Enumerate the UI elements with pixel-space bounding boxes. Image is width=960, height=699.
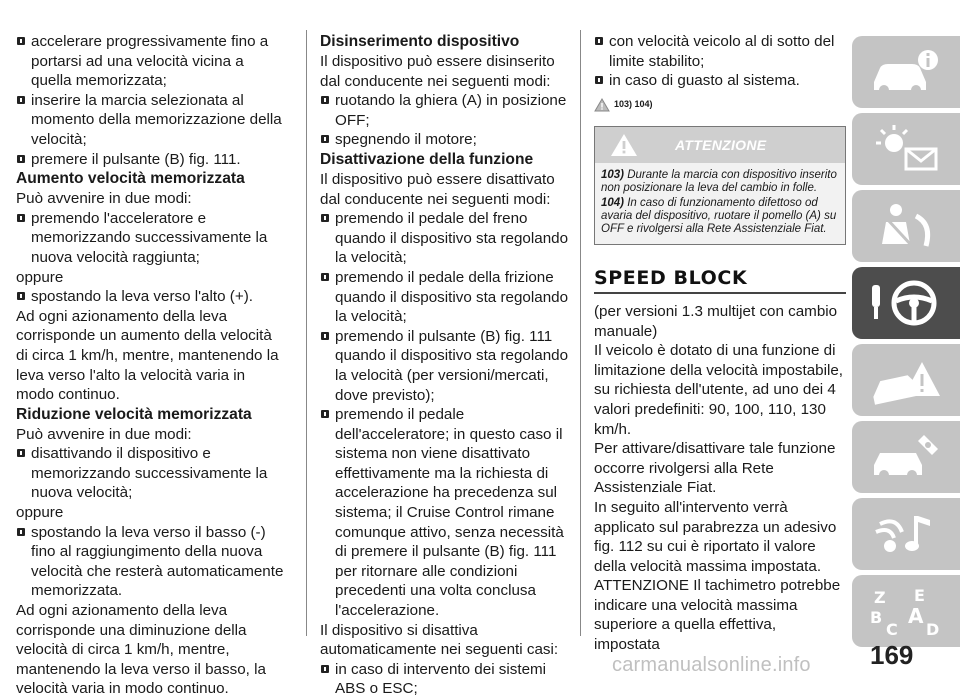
paragraph: ATTENZIONE Il tachimetro potrebbe indicare una velocità massima superiore a quella effettiva, impostata [594, 577, 841, 654]
warning-triangle-icon [609, 132, 639, 158]
warning-triangle-icon [594, 98, 610, 112]
warning-box [594, 126, 846, 245]
paragraph: Può avvenire in due modi: [16, 190, 192, 208]
paragraph: Il dispositivo può essere disattivato dal conducente nei seguenti modi: [320, 170, 555, 208]
index-letter: B [870, 608, 883, 627]
warning-text: Durante la marcia con dispositivo inserito non posizionare la leva del cambio in folle. [601, 169, 837, 195]
warning-number: 104) [601, 197, 625, 210]
index-letter: Z [874, 588, 886, 607]
list-item: accelerare progressivamente fino a portarsi ad una velocità vicina a quella memorizzata; [16, 32, 286, 91]
paragraph: oppure [16, 504, 64, 522]
index-letter: A [908, 604, 924, 628]
paragraph: Può avvenire in due modi: [16, 425, 192, 443]
warning-body [595, 163, 845, 244]
multimedia-icon [866, 506, 946, 562]
list-item: premendo il pedale della frizione quando il dispositivo sta regolando la velocità; [320, 268, 570, 327]
paragraph: In seguito all'intervento verrà applicato sul parabrezza un adesivo fig. 112 su cui è riportato il valore della velocità massima impostata. [594, 498, 837, 575]
driving-icon [866, 275, 946, 331]
paragraph: Il dispositivo può essere disinserito dal conducente nei seguenti modi: [320, 53, 555, 90]
warning-references [594, 95, 846, 115]
list-item: spostando la leva verso l'alto (+). [16, 287, 286, 307]
list-item: spostando la leva verso il basso (-) fino al raggiungimento della nuova velocità che resterà automaticamente memorizzata. [16, 523, 286, 601]
tab-multimedia[interactable] [852, 498, 960, 570]
warning-lights-icon [866, 121, 946, 177]
section-heading: Riduzione velocità memorizzata [16, 405, 252, 423]
paragraph: Ad ogni azionamento della leva corrisponde una diminuzione della velocità di circa 1 km/h, mentre, mantenendo la leva verso il basso, la velocità varia in modo continuo. [16, 602, 266, 698]
index-icon [866, 583, 946, 639]
list-item: con velocità veicolo al di sotto del limite stabilito; [594, 32, 846, 71]
section-title: SPEED BLOCK [594, 269, 846, 294]
list-item: premendo l'acceleratore e memorizzando successivamente la nuova velocità raggiunta; [16, 209, 286, 268]
reference-numbers: 103) 104) [614, 98, 653, 109]
paragraph: Per attivare/disattivare tale funzione occorre rivolgersi alla Rete Assistenziale Fiat. [594, 440, 836, 497]
list-item: in caso di intervento dei sistemi ABS o ESC; [320, 660, 570, 699]
warning-title: ATTENZIONE [675, 136, 767, 153]
car-info-icon [866, 44, 946, 100]
section-heading: Aumento velocità memorizzata [16, 170, 245, 188]
index-letter: E [914, 586, 925, 605]
watermark: carmanualsonline.info [612, 654, 811, 676]
safety-icon [866, 198, 946, 254]
column-right [594, 32, 846, 655]
page-number: 169 [870, 640, 914, 670]
tab-driving[interactable] [852, 267, 960, 339]
list-item: premere il pulsante (B) fig. 111. [16, 150, 286, 170]
emergency-icon [866, 352, 946, 408]
list-item: spegnendo il motore; [320, 130, 570, 150]
warning-text: In caso di funzionamento difettoso od avaria del dispositivo, ruotare il pomello (A) su OFF e rivolgersi alla Rete Assistenziale Fiat. [601, 197, 837, 236]
chapter-tabs [852, 36, 960, 652]
column-left [16, 32, 286, 699]
tab-safety[interactable] [852, 190, 960, 262]
section-heading: Disinserimento dispositivo [320, 33, 520, 50]
warning-number: 103) [601, 169, 625, 182]
list-item: premendo il pulsante (B) fig. 111 quando il dispositivo sta regolando la velocità (per versioni/mercati, dove previsto); [320, 327, 570, 405]
warning-header [595, 127, 845, 163]
paragraph: Il veicolo è dotato di una funzione di limitazione della velocità impostabile, su richiesta dell'utente, ad uno dei 4 valori predefiniti: 90, 100, 110, 130 km/h. [594, 342, 844, 438]
list-item: ruotando la ghiera (A) in posizione OFF; [320, 91, 570, 130]
paragraph: Il dispositivo si disattiva automaticamente nei seguenti casi: [320, 621, 559, 659]
tab-emergency[interactable] [852, 344, 960, 416]
index-letter: D [926, 620, 940, 639]
column-middle [320, 32, 570, 699]
tab-warning-lights[interactable] [852, 113, 960, 185]
column-divider [580, 30, 581, 636]
index-letter: C [886, 620, 898, 639]
paragraph: (per versioni 1.3 multijet con cambio manuale) [594, 302, 838, 340]
paragraph: oppure [16, 268, 64, 286]
list-item: inserire la marcia selezionata al momento della memorizzazione della velocità; [16, 91, 286, 150]
paragraph: Ad ogni azionamento della leva corrisponde un aumento della velocità di circa 1 km/h, mentre, mantenendo la leva verso l'alto la velocità varia in modo continuo. [16, 307, 279, 404]
maintenance-icon [866, 429, 946, 485]
list-item: premendo il pedale dell'acceleratore; in questo caso il sistema non viene disattivato effettivamente ma la richiesta di accelerazione ha precedenza sul sistema; il Cruise Control rimane comunque attivo, senza necessità di premere il pulsante (B) fig. 111 per ritornare alle condizioni precedenti una volta conclusa l'accelerazione. [320, 405, 570, 621]
tab-index[interactable] [852, 575, 960, 647]
tab-maintenance[interactable] [852, 421, 960, 493]
list-item: disattivando il dispositivo e memorizzando successivamente la nuova velocità; [16, 444, 286, 503]
tab-car-info[interactable] [852, 36, 960, 108]
section-heading: Disattivazione della funzione [320, 150, 534, 168]
list-item: in caso di guasto al sistema. [594, 71, 846, 91]
column-divider [306, 30, 307, 636]
list-item: premendo il pedale del freno quando il dispositivo sta regolando la velocità; [320, 209, 570, 268]
